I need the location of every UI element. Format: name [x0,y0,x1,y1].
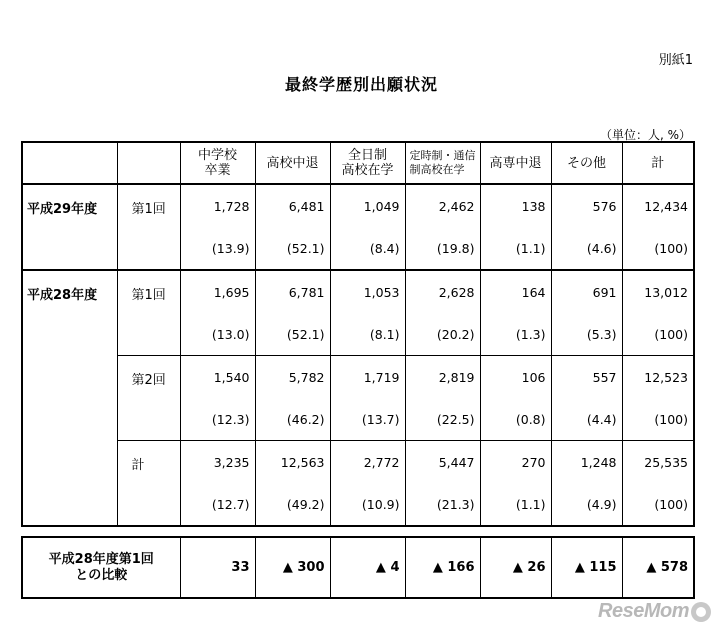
percentage-cell: (4.4) [551,398,622,441]
column-header-line: 高校在学 [341,163,394,178]
count-cell: 1,049 [330,184,405,227]
unit-note: （単位：人, %） [599,128,691,142]
round-label: 第1回 [117,270,180,356]
count-cell: 270 [480,441,551,484]
header-corner-blank [117,142,180,184]
resemom-watermark [598,600,711,623]
percentage-cell: (0.8) [480,398,551,441]
table-row-counts [22,270,694,313]
column-header-line: 定時制・通信 [409,149,476,162]
round-label: 第2回 [117,356,180,441]
count-cell: 12,563 [255,441,330,484]
count-cell: 5,782 [255,356,330,399]
column-header-total [622,142,694,184]
attachment-label: 別紙1 [658,53,693,68]
count-cell: 13,012 [622,270,694,313]
column-header-tech-college-dropout [480,142,551,184]
column-header-junior-high [180,142,255,184]
table-row-counts [22,184,694,227]
table-header-row [22,142,694,184]
count-cell: 1,728 [180,184,255,227]
percentage-cell: (100) [622,398,694,441]
percentage-cell: (13.9) [180,227,255,270]
percentage-cell: (5.3) [551,313,622,356]
comparison-label-line: 平成28年度第1回 [48,551,154,567]
column-header-line: 高校中退 [266,155,319,171]
percentage-cell: (49.2) [255,483,330,526]
watermark-text: ReseMom [598,600,689,622]
count-cell: 6,781 [255,270,330,313]
percentage-cell: (10.9) [330,483,405,526]
count-cell: 2,772 [330,441,405,484]
count-cell: 1,248 [551,441,622,484]
count-cell: 106 [480,356,551,399]
percentage-cell: (1.1) [480,227,551,270]
count-cell: 164 [480,270,551,313]
percentage-cell: (13.0) [180,313,255,356]
comparison-row [22,537,694,598]
comparison-cell: ▲ 166 [405,537,480,598]
percentage-cell: (52.1) [255,227,330,270]
column-header-line: 制高校在学 [409,163,465,176]
column-header-parttime-hs [405,142,480,184]
column-header-line: 全日制 [347,148,387,163]
count-cell: 557 [551,356,622,399]
section-label: 平成29年度 [22,184,117,270]
applications-table [21,141,695,527]
comparison-cell: ▲ 4 [330,537,405,598]
column-header-line: 卒業 [204,163,231,178]
percentage-cell: (1.3) [480,313,551,356]
count-cell: 1,540 [180,356,255,399]
count-cell: 1,053 [330,270,405,313]
page-title: 最終学歴別出願状況 [284,75,438,94]
count-cell: 3,235 [180,441,255,484]
comparison-table [21,536,695,599]
column-header-line: 計 [651,155,665,171]
comparison-label [22,537,180,598]
percentage-cell: (100) [622,227,694,270]
column-header-other [551,142,622,184]
count-cell: 1,695 [180,270,255,313]
count-cell: 2,819 [405,356,480,399]
percentage-cell: (21.3) [405,483,480,526]
percentage-cell: (100) [622,483,694,526]
count-cell: 2,462 [405,184,480,227]
percentage-cell: (100) [622,313,694,356]
column-header-line: その他 [566,155,606,171]
watermark-logo-icon [691,602,711,622]
header-corner [22,142,117,184]
comparison-cell: ▲ 115 [551,537,622,598]
count-cell: 138 [480,184,551,227]
percentage-cell: (52.1) [255,313,330,356]
percentage-cell: (46.2) [255,398,330,441]
section-label: 平成28年度 [22,270,117,526]
count-cell: 12,523 [622,356,694,399]
percentage-cell: (8.4) [330,227,405,270]
column-header-line: 高専中退 [489,155,542,171]
count-cell: 5,447 [405,441,480,484]
percentage-cell: (12.3) [180,398,255,441]
count-cell: 2,628 [405,270,480,313]
column-header-hs-dropout [255,142,330,184]
percentage-cell: (19.8) [405,227,480,270]
column-header-line: 中学校 [197,148,237,163]
round-label: 計 [117,441,180,527]
comparison-label-line: との比較 [75,567,128,583]
percentage-cell: (1.1) [480,483,551,526]
comparison-cell: ▲ 578 [622,537,694,598]
count-cell: 25,535 [622,441,694,484]
percentage-cell: (4.9) [551,483,622,526]
table-row-counts [22,441,694,484]
percentage-cell: (8.1) [330,313,405,356]
count-cell: 576 [551,184,622,227]
round-label: 第1回 [117,184,180,270]
column-header-fulltime-hs [330,142,405,184]
count-cell: 6,481 [255,184,330,227]
table-row-counts [22,356,694,399]
percentage-cell: (12.7) [180,483,255,526]
count-cell: 691 [551,270,622,313]
comparison-cell: 33 [180,537,255,598]
count-cell: 1,719 [330,356,405,399]
comparison-cell: ▲ 26 [480,537,551,598]
percentage-cell: (4.6) [551,227,622,270]
percentage-cell: (22.5) [405,398,480,441]
percentage-cell: (20.2) [405,313,480,356]
percentage-cell: (13.7) [330,398,405,441]
count-cell: 12,434 [622,184,694,227]
comparison-cell: ▲ 300 [255,537,330,598]
